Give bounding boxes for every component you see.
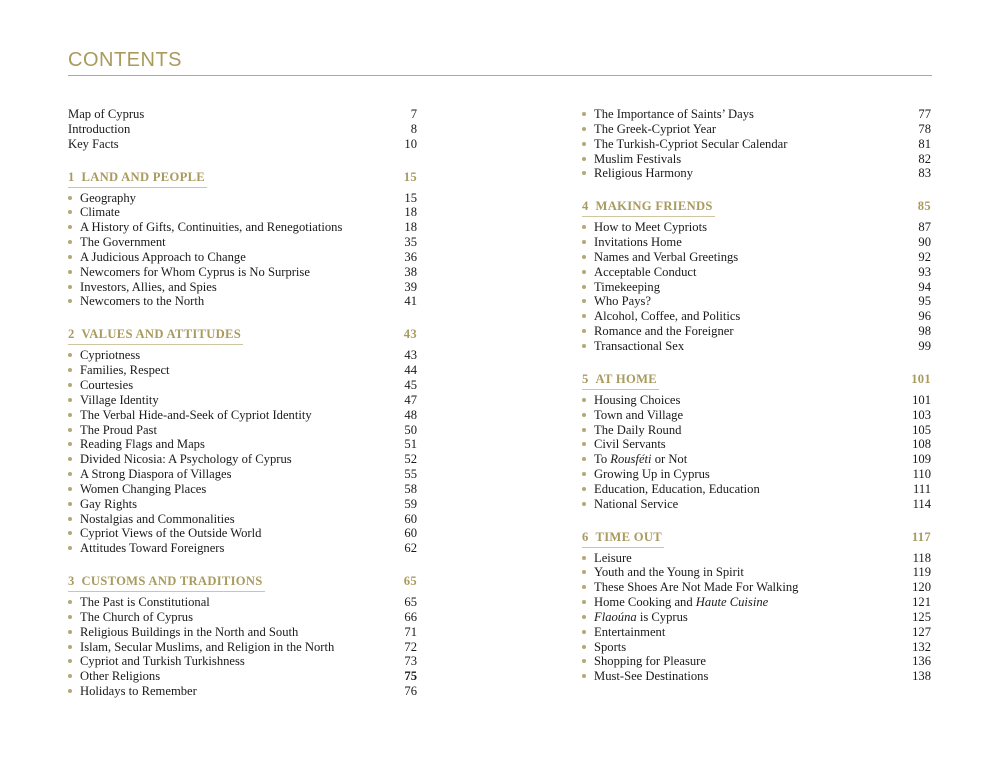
bullet-icon (582, 344, 586, 348)
bullet-icon (68, 413, 72, 417)
toc-entry[interactable]: Divided Nicosia: A Psychology of Cyprus 52 (68, 452, 417, 467)
bullet-icon (582, 171, 586, 175)
section-heading-making-friends[interactable]: 4 MAKING FRIENDS 85 (582, 196, 931, 216)
bullet-icon (582, 240, 586, 244)
section-heading-land-and-people[interactable]: 1 LAND AND PEOPLE 15 (68, 167, 417, 187)
toc-entry[interactable]: Invitations Home 90 (582, 235, 931, 250)
toc-entry[interactable]: Who Pays? 95 (582, 294, 931, 309)
contents-right-column (582, 107, 931, 684)
toc-entry[interactable]: Entertainment 127 (582, 625, 931, 640)
bullet-icon (582, 457, 586, 461)
toc-entry[interactable]: The Government 35 (68, 235, 417, 250)
bullet-icon (68, 546, 72, 550)
title-divider (68, 75, 932, 76)
toc-entry[interactable]: Acceptable Conduct 93 (582, 265, 931, 280)
toc-entry[interactable]: Town and Village 103 (582, 408, 931, 423)
bullet-icon (582, 285, 586, 289)
bullet-icon (582, 674, 586, 678)
toc-entry[interactable]: Cypriot Views of the Outside World 60 (68, 526, 417, 541)
toc-entry[interactable]: Timekeeping 94 (582, 280, 931, 295)
bullet-icon (582, 157, 586, 161)
toc-entry[interactable]: A Judicious Approach to Change 36 (68, 250, 417, 265)
bullet-icon (68, 600, 72, 604)
contents-left-column (68, 107, 417, 699)
section-heading-at-home[interactable]: 5 AT HOME 101 (582, 369, 931, 389)
bullet-icon (68, 240, 72, 244)
bullet-icon (68, 383, 72, 387)
toc-entry[interactable]: Housing Choices 101 (582, 393, 931, 408)
toc-entry[interactable]: Flaoúna is Cyprus 125 (582, 610, 931, 625)
bullet-icon (582, 270, 586, 274)
bullet-icon (68, 674, 72, 678)
bullet-icon (68, 442, 72, 446)
toc-entry[interactable]: Attitudes Toward Foreigners 62 (68, 541, 417, 556)
toc-entry[interactable]: To Rousféti or Not 109 (582, 452, 931, 467)
toc-entry[interactable]: Growing Up in Cyprus 110 (582, 467, 931, 482)
bullet-icon (582, 428, 586, 432)
toc-entry[interactable]: Must-See Destinations 138 (582, 669, 931, 684)
bullet-icon (68, 472, 72, 476)
bullet-icon (68, 255, 72, 259)
toc-entry[interactable]: Education, Education, Education 111 (582, 482, 931, 497)
bullet-icon (68, 502, 72, 506)
toc-entry[interactable]: The Greek-Cypriot Year 78 (582, 122, 931, 137)
bullet-icon (68, 196, 72, 200)
bullet-icon (582, 630, 586, 634)
page-title: CONTENTS (68, 49, 182, 71)
bullet-icon (582, 112, 586, 116)
toc-entry[interactable]: Families, Respect 44 (68, 363, 417, 378)
bullet-icon (582, 127, 586, 131)
bullet-icon (582, 442, 586, 446)
bullet-icon (68, 285, 72, 289)
toc-entry[interactable]: The Past is Constitutional 65 (68, 595, 417, 610)
section-heading-time-out[interactable]: 6 TIME OUT 117 (582, 527, 931, 547)
bullet-icon (582, 615, 586, 619)
bullet-icon (68, 645, 72, 649)
bullet-icon (68, 630, 72, 634)
bullet-icon (582, 413, 586, 417)
toc-entry[interactable]: Nostalgias and Commonalities 60 (68, 512, 417, 527)
bullet-icon (68, 353, 72, 357)
bullet-icon (68, 368, 72, 372)
bullet-icon (582, 225, 586, 229)
toc-entry[interactable]: Names and Verbal Greetings 92 (582, 250, 931, 265)
toc-entry[interactable]: Romance and the Foreigner 98 (582, 324, 931, 339)
toc-entry[interactable]: Cypriotness 43 (68, 348, 417, 363)
bullet-icon (68, 457, 72, 461)
bullet-icon (68, 210, 72, 214)
toc-entry[interactable]: Map of Cyprus 7 (68, 107, 417, 121)
toc-entry[interactable]: The Importance of Saints’ Days 77 (582, 107, 931, 122)
bullet-icon (68, 428, 72, 432)
bullet-icon (68, 487, 72, 491)
toc-entry[interactable]: Newcomers to the North 41 (68, 294, 417, 309)
toc-entry[interactable]: The Proud Past 50 (68, 423, 417, 438)
bullet-icon (582, 502, 586, 506)
toc-entry[interactable]: Islam, Secular Muslims, and Religion in the North 72 (68, 640, 417, 655)
section-heading-values-and-attitudes[interactable]: 2 VALUES AND ATTITUDES 43 (68, 324, 417, 344)
toc-entry[interactable]: Gay Rights 59 (68, 497, 417, 512)
bullet-icon (68, 517, 72, 521)
bullet-icon (582, 556, 586, 560)
toc-entry[interactable]: Sports 132 (582, 640, 931, 655)
toc-entry[interactable]: The Turkish-Cypriot Secular Calendar 81 (582, 137, 931, 152)
toc-entry[interactable]: Investors, Allies, and Spies 39 (68, 280, 417, 295)
toc-entry[interactable]: These Shoes Are Not Made For Walking 120 (582, 580, 931, 595)
toc-entry[interactable]: The Verbal Hide-and-Seek of Cypriot Identity 48 (68, 408, 417, 423)
toc-entry[interactable]: Home Cooking and Haute Cuisine 121 (582, 595, 931, 610)
bullet-icon (68, 659, 72, 663)
toc-entry[interactable]: The Church of Cyprus 66 (68, 610, 417, 625)
bullet-icon (582, 329, 586, 333)
bullet-icon (582, 398, 586, 402)
bullet-icon (582, 472, 586, 476)
toc-entry[interactable]: Holidays to Remember 76 (68, 684, 417, 699)
bullet-icon (68, 225, 72, 229)
bullet-icon (68, 270, 72, 274)
bullet-icon (68, 398, 72, 402)
bullet-icon (582, 570, 586, 574)
toc-entry[interactable]: How to Meet Cypriots 87 (582, 220, 931, 235)
bullet-icon (582, 659, 586, 663)
toc-entry[interactable]: Shopping for Pleasure 136 (582, 654, 931, 669)
toc-entry[interactable]: Other Religions 75 (68, 669, 417, 684)
bullet-icon (582, 645, 586, 649)
toc-entry[interactable]: Women Changing Places 58 (68, 482, 417, 497)
bullet-icon (68, 615, 72, 619)
toc-entry[interactable]: Key Facts 10 (68, 136, 417, 151)
bullet-icon (68, 531, 72, 535)
toc-entry[interactable]: Newcomers for Whom Cyprus is No Surprise 38 (68, 265, 417, 280)
toc-entry[interactable]: Reading Flags and Maps 51 (68, 437, 417, 452)
toc-entry[interactable]: The Daily Round 105 (582, 423, 931, 438)
toc-entry[interactable]: Muslim Festivals 82 (582, 152, 931, 167)
toc-entry[interactable]: Religious Buildings in the North and South 71 (68, 625, 417, 640)
toc-entry[interactable]: A History of Gifts, Continuities, and Renegotiations 18 (68, 220, 417, 235)
bullet-icon (582, 255, 586, 259)
toc-entry[interactable]: Transactional Sex 99 (582, 339, 931, 354)
bullet-icon (582, 314, 586, 318)
toc-entry[interactable]: A Strong Diaspora of Villages 55 (68, 467, 417, 482)
toc-entry[interactable]: Youth and the Young in Spirit 119 (582, 565, 931, 580)
toc-entry[interactable]: Village Identity 47 (68, 393, 417, 408)
bullet-icon (582, 142, 586, 146)
toc-entry[interactable]: Leisure 118 (582, 551, 931, 566)
bullet-icon (68, 689, 72, 693)
bullet-icon (582, 487, 586, 491)
toc-entry[interactable]: Civil Servants 108 (582, 437, 931, 452)
bullet-icon (582, 585, 586, 589)
bullet-icon (582, 299, 586, 303)
toc-entry[interactable]: Geography 15 (68, 191, 417, 206)
bullet-icon (582, 600, 586, 604)
toc-entry[interactable]: Religious Harmony 83 (582, 166, 931, 181)
toc-entry[interactable]: Alcohol, Coffee, and Politics 96 (582, 309, 931, 324)
toc-entry[interactable]: Cypriot and Turkish Turkishness 73 (68, 654, 417, 669)
toc-entry[interactable]: National Service 114 (582, 497, 931, 512)
toc-entry[interactable]: Climate 18 (68, 205, 417, 220)
toc-entry[interactable]: Courtesies 45 (68, 378, 417, 393)
bullet-icon (68, 299, 72, 303)
section-heading-customs-and-traditions[interactable]: 3 CUSTOMS AND TRADITIONS 65 (68, 571, 417, 591)
toc-entry[interactable]: Introduction 8 (68, 121, 417, 136)
